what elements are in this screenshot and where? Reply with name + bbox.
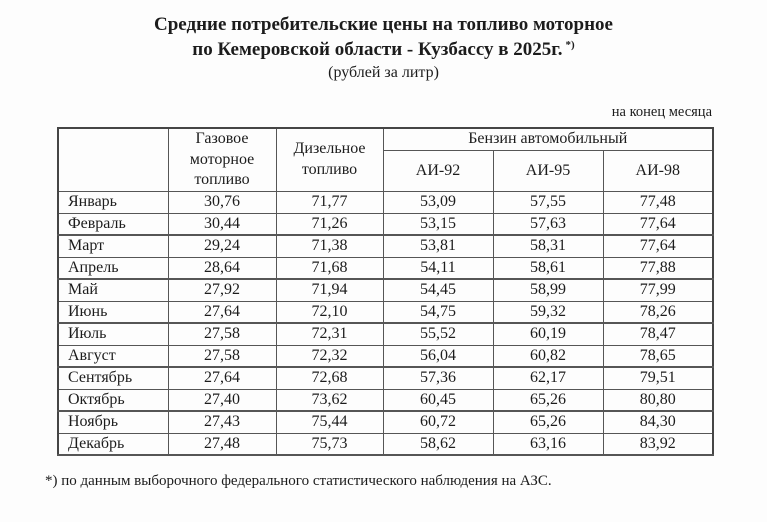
- table-row: [58, 235, 713, 257]
- footnote: *) по данным выборочного федерального статистического наблюдения на АЗС.: [45, 473, 552, 490]
- grade-ai92-header: АИ-92: [383, 150, 493, 191]
- price-cell: 77,64: [603, 235, 713, 257]
- month-cell: Июнь: [58, 301, 168, 323]
- month-cell: Август: [58, 345, 168, 367]
- price-cell: 58,99: [493, 279, 603, 301]
- page-title-line2: [0, 37, 767, 62]
- price-cell: 53,15: [383, 213, 493, 235]
- price-cell: 77,88: [603, 257, 713, 279]
- price-cell: 27,43: [168, 411, 276, 433]
- price-cell: 65,26: [493, 411, 603, 433]
- header-group-row: [58, 128, 713, 150]
- month-cell: Июль: [58, 323, 168, 345]
- month-cell: Сентябрь: [58, 367, 168, 389]
- price-cell: 63,16: [493, 433, 603, 455]
- price-cell: 71,77: [276, 191, 383, 213]
- month-cell: Февраль: [58, 213, 168, 235]
- price-cell: 54,45: [383, 279, 493, 301]
- price-cell: 84,30: [603, 411, 713, 433]
- price-cell: 62,17: [493, 367, 603, 389]
- table-row: [58, 323, 713, 345]
- table-row: [58, 367, 713, 389]
- table-row: [58, 257, 713, 279]
- price-cell: 71,38: [276, 235, 383, 257]
- price-cell: 72,10: [276, 301, 383, 323]
- price-cell: 71,94: [276, 279, 383, 301]
- price-cell: 27,40: [168, 389, 276, 411]
- price-cell: 27,58: [168, 345, 276, 367]
- price-cell: 57,36: [383, 367, 493, 389]
- price-cell: 58,62: [383, 433, 493, 455]
- price-cell: 60,82: [493, 345, 603, 367]
- month-cell: Декабрь: [58, 433, 168, 455]
- month-cell: Октябрь: [58, 389, 168, 411]
- price-cell: 53,81: [383, 235, 493, 257]
- petrol-group-header: Бензин автомобильный: [383, 128, 713, 150]
- price-cell: 57,63: [493, 213, 603, 235]
- price-cell: 77,48: [603, 191, 713, 213]
- price-cell: 27,48: [168, 433, 276, 455]
- corner-note: на конец месяца: [611, 104, 712, 121]
- fuel-price-table: [57, 127, 714, 456]
- price-cell: 78,65: [603, 345, 713, 367]
- price-cell: 80,80: [603, 389, 713, 411]
- price-cell: 54,11: [383, 257, 493, 279]
- grade-ai98-header: АИ-98: [603, 150, 713, 191]
- price-cell: 72,31: [276, 323, 383, 345]
- price-cell: 71,26: [276, 213, 383, 235]
- price-cell: 53,09: [383, 191, 493, 213]
- page-subtitle: (рублей за литр): [328, 64, 439, 82]
- price-cell: 30,76: [168, 191, 276, 213]
- price-cell: 73,62: [276, 389, 383, 411]
- table-row: [58, 411, 713, 433]
- price-cell: 71,68: [276, 257, 383, 279]
- table-row: [58, 279, 713, 301]
- price-cell: 83,92: [603, 433, 713, 455]
- price-cell: 30,44: [168, 213, 276, 235]
- price-cell: 75,73: [276, 433, 383, 455]
- price-cell: 28,64: [168, 257, 276, 279]
- table-row: [58, 389, 713, 411]
- gas-column-header: Газовое моторное топливо: [168, 128, 276, 191]
- price-cell: 65,26: [493, 389, 603, 411]
- month-cell: Май: [58, 279, 168, 301]
- price-cell: 72,68: [276, 367, 383, 389]
- grade-ai95-header: АИ-95: [493, 150, 603, 191]
- price-cell: 78,47: [603, 323, 713, 345]
- price-cell: 57,55: [493, 191, 603, 213]
- page-title-line1: Средние потребительские цены на топливо моторное: [154, 14, 613, 35]
- table-header: [58, 128, 713, 191]
- table-row: [58, 213, 713, 235]
- month-cell: Март: [58, 235, 168, 257]
- price-cell: 29,24: [168, 235, 276, 257]
- diesel-column-header: Дизельное топливо: [276, 128, 383, 191]
- month-cell: Январь: [58, 191, 168, 213]
- price-cell: 79,51: [603, 367, 713, 389]
- price-cell: 58,31: [493, 235, 603, 257]
- month-cell: Ноябрь: [58, 411, 168, 433]
- table-row: [58, 433, 713, 455]
- price-cell: 75,44: [276, 411, 383, 433]
- table-row: [58, 191, 713, 213]
- footnote-mark: *): [565, 38, 575, 51]
- price-cell: 60,19: [493, 323, 603, 345]
- page-title-line2-text: по Кемеровской области - Кузбассу в 2025г.: [192, 39, 563, 61]
- price-cell: 27,64: [168, 301, 276, 323]
- price-cell: 60,72: [383, 411, 493, 433]
- table-row: [58, 345, 713, 367]
- price-cell: 56,04: [383, 345, 493, 367]
- price-cell: 72,32: [276, 345, 383, 367]
- price-cell: 60,45: [383, 389, 493, 411]
- price-cell: 27,58: [168, 323, 276, 345]
- price-cell: 27,92: [168, 279, 276, 301]
- price-cell: 54,75: [383, 301, 493, 323]
- price-cell: 77,64: [603, 213, 713, 235]
- title-block: [0, 0, 767, 82]
- price-cell: 27,64: [168, 367, 276, 389]
- price-cell: 59,32: [493, 301, 603, 323]
- month-cell: Апрель: [58, 257, 168, 279]
- table-row: [58, 301, 713, 323]
- table-body: [58, 191, 713, 455]
- month-column-header: [58, 128, 168, 191]
- price-cell: 78,26: [603, 301, 713, 323]
- price-cell: 55,52: [383, 323, 493, 345]
- price-cell: 77,99: [603, 279, 713, 301]
- price-cell: 58,61: [493, 257, 603, 279]
